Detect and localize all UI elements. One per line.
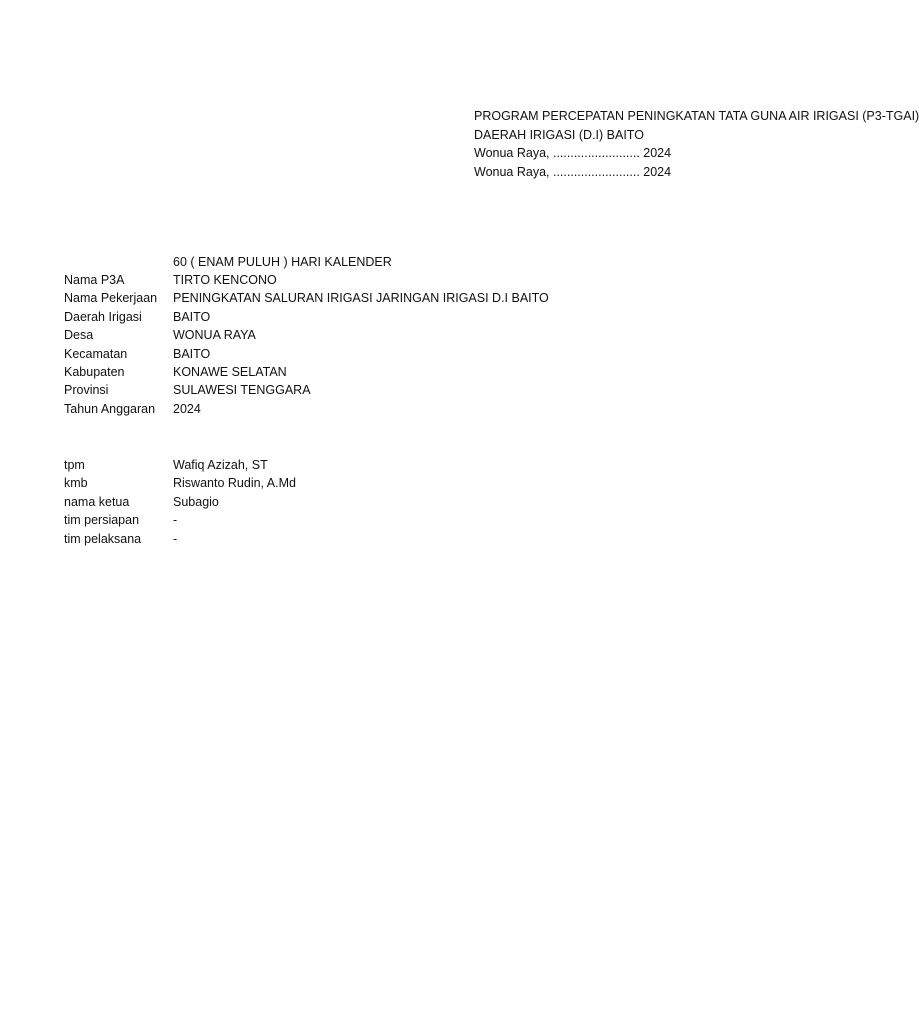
- irrigation-area-title: DAERAH IRIGASI (D.I) BAITO: [474, 127, 644, 142]
- field-label: Desa: [64, 328, 94, 343]
- table-row: [64, 474, 296, 492]
- table-row: [64, 400, 549, 418]
- table-row: [64, 381, 549, 399]
- header-block: [474, 107, 919, 181]
- field-label: tim persiapan: [64, 513, 140, 528]
- field-value: PENINGKATAN SALURAN IRIGASI JARINGAN IRIGASI D.I BAITO: [173, 291, 549, 306]
- table-row: [64, 326, 549, 344]
- field-value: KONAWE SELATAN: [173, 365, 287, 380]
- personnel-table: [64, 456, 296, 548]
- field-value: Subagio: [173, 494, 219, 509]
- place-date-line: Wonua Raya, ......................... 2024: [474, 146, 672, 160]
- table-row: [64, 530, 296, 548]
- table-row: [64, 308, 549, 326]
- field-label: Kecamatan: [64, 346, 128, 361]
- field-label: kmb: [64, 476, 88, 491]
- field-label: nama ketua: [64, 494, 130, 509]
- field-value: -: [173, 513, 178, 528]
- duration-text: 60 ( ENAM PULUH ) HARI KALENDER: [173, 255, 392, 269]
- field-label: Tahun Anggaran: [64, 401, 156, 416]
- field-label: tpm: [64, 458, 85, 472]
- field-label: tim pelaksana: [64, 531, 142, 546]
- field-value: SULAWESI TENGGARA: [173, 383, 311, 398]
- table-row: [64, 363, 549, 381]
- field-value: Wafiq Azizah, ST: [173, 458, 268, 472]
- table-row: [64, 271, 549, 289]
- table-row: [64, 289, 549, 307]
- field-value: BAITO: [173, 309, 211, 324]
- place-date-line: Wonua Raya, ......................... 2024: [474, 164, 672, 179]
- table-row: [64, 511, 296, 529]
- field-label: Kabupaten: [64, 365, 125, 380]
- field-value: -: [173, 531, 178, 546]
- field-value: Riswanto Rudin, A.Md: [173, 476, 296, 491]
- table-row: [64, 456, 296, 474]
- field-value: 2024: [173, 401, 201, 416]
- field-value: TIRTO KENCONO: [173, 273, 277, 287]
- project-info-table: [64, 271, 549, 418]
- field-value: WONUA RAYA: [173, 328, 256, 343]
- field-label: Nama P3A: [64, 273, 125, 287]
- program-title: PROGRAM PERCEPATAN PENINGKATAN TATA GUNA AIR IRIGASI (P3-TGAI): [474, 109, 919, 123]
- field-value: BAITO: [173, 346, 211, 361]
- field-label: Daerah Irigasi: [64, 309, 142, 324]
- field-label: Provinsi: [64, 383, 109, 398]
- table-row: [64, 345, 549, 363]
- field-label: Nama Pekerjaan: [64, 291, 158, 306]
- table-row: [64, 493, 296, 511]
